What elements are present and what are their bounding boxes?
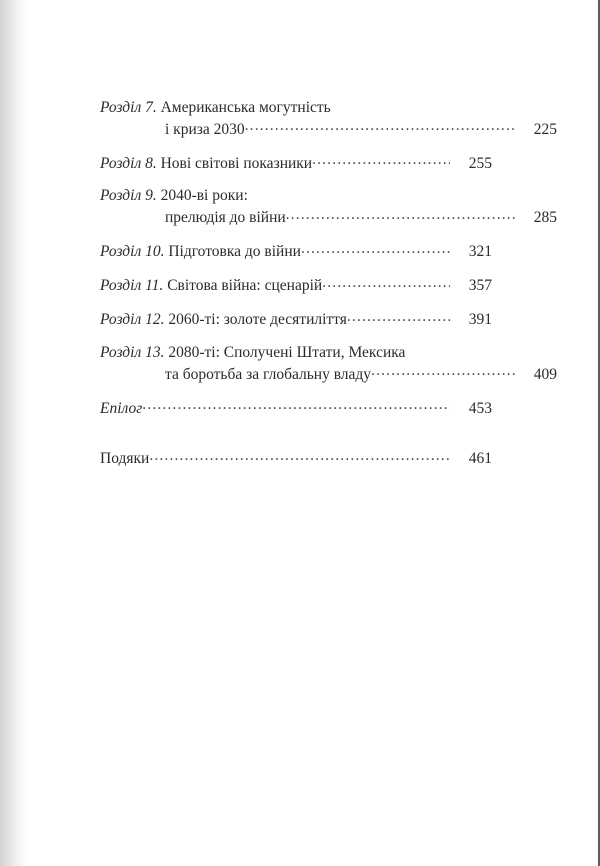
toc-page-number: 255: [468, 154, 492, 172]
toc-title-text: Американська могутність: [156, 99, 331, 116]
toc-section-label-epilogue: Епілог: [100, 399, 143, 417]
dot-leader: [149, 448, 450, 464]
toc-page-number: 409: [533, 365, 557, 383]
toc-title-text: Нові світові показники: [156, 154, 313, 172]
toc-title-text: Підготовка до війни: [164, 243, 301, 261]
toc-entry[interactable]: [100, 186, 557, 228]
toc-entry[interactable]: [100, 309, 492, 331]
dot-leader: [142, 397, 450, 413]
toc-page-number: 357: [468, 277, 492, 295]
toc-entry-line-primary: [100, 152, 492, 174]
dot-leader: [312, 152, 450, 168]
toc-entry-line-primary: [100, 397, 492, 419]
toc-page-number: 461: [468, 450, 492, 468]
toc-entry[interactable]: [100, 241, 492, 263]
dot-leader: [286, 207, 515, 223]
toc-entry-line-primary: [100, 241, 492, 263]
dot-leader: [301, 241, 450, 257]
toc-page-number: 285: [533, 209, 557, 227]
toc-entry-line-primary: [100, 309, 492, 331]
toc-entry-line-primary: [100, 448, 492, 470]
toc-title-text: 2040-ві роки:: [156, 187, 248, 205]
toc-entry[interactable]: [100, 98, 557, 140]
toc-entry-line-primary: [100, 186, 492, 206]
dot-leader: [322, 275, 450, 291]
toc-entry-line-primary: [100, 275, 492, 297]
toc-title-text-continued: і криза 2030: [165, 120, 245, 138]
toc-title-text: 2060-ті: золоте десятиліття: [164, 311, 347, 329]
toc-entry[interactable]: [100, 343, 557, 385]
toc-page-number: 391: [468, 311, 492, 329]
toc-entry-line-primary: [100, 98, 492, 118]
dot-leader: [371, 363, 515, 379]
toc-entry[interactable]: [100, 448, 492, 470]
toc-title-text: Світова війна: сценарій: [163, 277, 323, 295]
toc-chapter-label: Розділ 10.: [100, 243, 165, 261]
toc-entry-line-continuation: [100, 363, 557, 385]
toc-title-text-continued: прелюдія до війни: [165, 209, 286, 227]
dot-leader: [347, 309, 450, 325]
toc-entry[interactable]: [100, 152, 492, 174]
toc-chapter-label: Розділ 13.: [100, 343, 165, 361]
toc-title-text-continued: та боротьба за глобальну владу: [165, 365, 372, 383]
toc-entry-line-continuation: [100, 118, 557, 140]
toc-entry[interactable]: [100, 397, 492, 419]
dot-leader: [245, 118, 515, 134]
toc-chapter-label: Розділ 9.: [100, 187, 157, 205]
toc-entry-line-continuation: [100, 207, 557, 229]
toc-title-text: 2080-ті: Сполучені Штати, Мексика: [164, 343, 406, 361]
toc-chapter-label: Розділ 7.: [100, 99, 157, 116]
toc-entry-line-primary: [100, 343, 492, 363]
toc-page-number: 321: [468, 243, 492, 261]
toc-chapter-label: Розділ 8.: [100, 154, 157, 172]
toc-chapter-label: Розділ 12.: [100, 311, 165, 329]
toc-entry[interactable]: [100, 275, 492, 297]
toc-chapter-label: Розділ 11.: [100, 277, 164, 295]
table-of-contents: [100, 98, 557, 470]
toc-page-number: 453: [468, 399, 492, 417]
toc-section-label-acknowledgements: Подяки: [100, 450, 150, 468]
book-gutter-shadow: [0, 0, 30, 866]
toc-page-number: 225: [533, 120, 557, 138]
